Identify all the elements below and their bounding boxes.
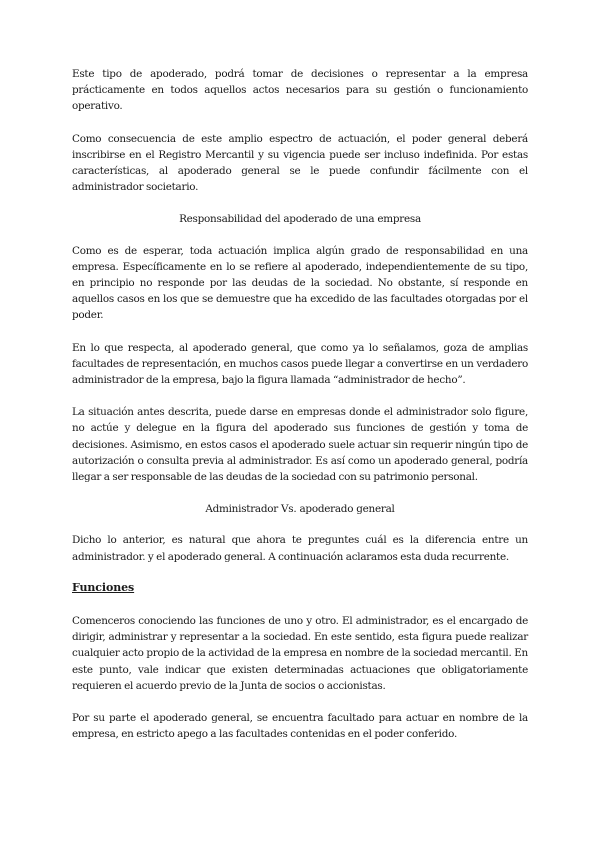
paragraph-diferencia: Dicho lo anterior, es natural que ahora te preguntes cuál es la diferencia entre un administrador. y el apoderado general. A continuación aclaramos esta duda recurrente.	[72, 534, 528, 563]
paragraph-funciones-administrador: Comenceros conociendo las funciones de uno y otro. El administrador, es el encargado de dirigir, administrar y representar a la sociedad. En este sentido, esta figura puede realizar cualquier acto propio de la actividad de la empresa en nombre de la sociedad mercantil. En este punto, vale indicar que existen determinadas actuaciones que obligatoriamente requieren el acuerdo previo de la Junta de socios o accionistas.	[72, 615, 528, 692]
paragraph-administrador-de-hecho: En lo que respecta, al apoderado general, que como ya lo señalamos, goza de amplias facultades de representación, en muchos casos puede llegar a convertirse en un verdadero administrador de la empresa, bajo la figura llamada “administrador de hecho”.	[72, 341, 528, 387]
document-page	[72, 66, 528, 760]
paragraph-registro-mercantil: Como consecuencia de este amplio espectro de actuación, el poder general deberá inscribirse en el Registro Mercantil y su vigencia puede ser incluso indefinida. Por estas características, al apoderado general se le puede confundir fácilmente con el administrador societario.	[72, 132, 528, 194]
section-heading-responsabilidad: Responsabilidad del apoderado de una empresa	[179, 213, 421, 226]
paragraph-funciones-apoderado: Por su parte el apoderado general, se encuentra facultado para actuar en nombre de la empresa, en estricto apego a las facultades contenidas en el poder conferido.	[72, 712, 528, 741]
paragraph-apoderado-decisiones: Este tipo de apoderado, podrá tomar de decisiones o representar a la empresa prácticamente en todos aquellos actos necesarios para su gestión o funcionamiento operativo.	[72, 68, 528, 113]
section-heading-administrador-vs-apoderado: Administrador Vs. apoderado general	[205, 503, 395, 516]
section-heading-funciones: Funciones	[72, 580, 135, 594]
paragraph-responsabilidad: Como es de esperar, toda actuación implica algún grado de responsabilidad en una empresa. Específicamente en lo se refiere al apoderado, independientemente de su tipo, en principio no responde por las deudas de la sociedad. No obstante, sí responde en aquellos casos en los que se demuestre que ha excedido de las facultades otorgadas por el poder.	[72, 244, 528, 322]
paragraph-situacion-descrita: La situación antes descrita, puede darse en empresas donde el administrador solo figure, no actúe y delegue en la figura del apoderado sus funciones de gestión y toma de decisiones. Asimismo, en estos casos el apoderado suele actuar sin requerir ningún tipo de autorización o consulta previa al administrador. Es así como un apoderado general, podría llegar a ser responsable de las deudas de la sociedad con su patrimonio personal.	[72, 406, 528, 484]
